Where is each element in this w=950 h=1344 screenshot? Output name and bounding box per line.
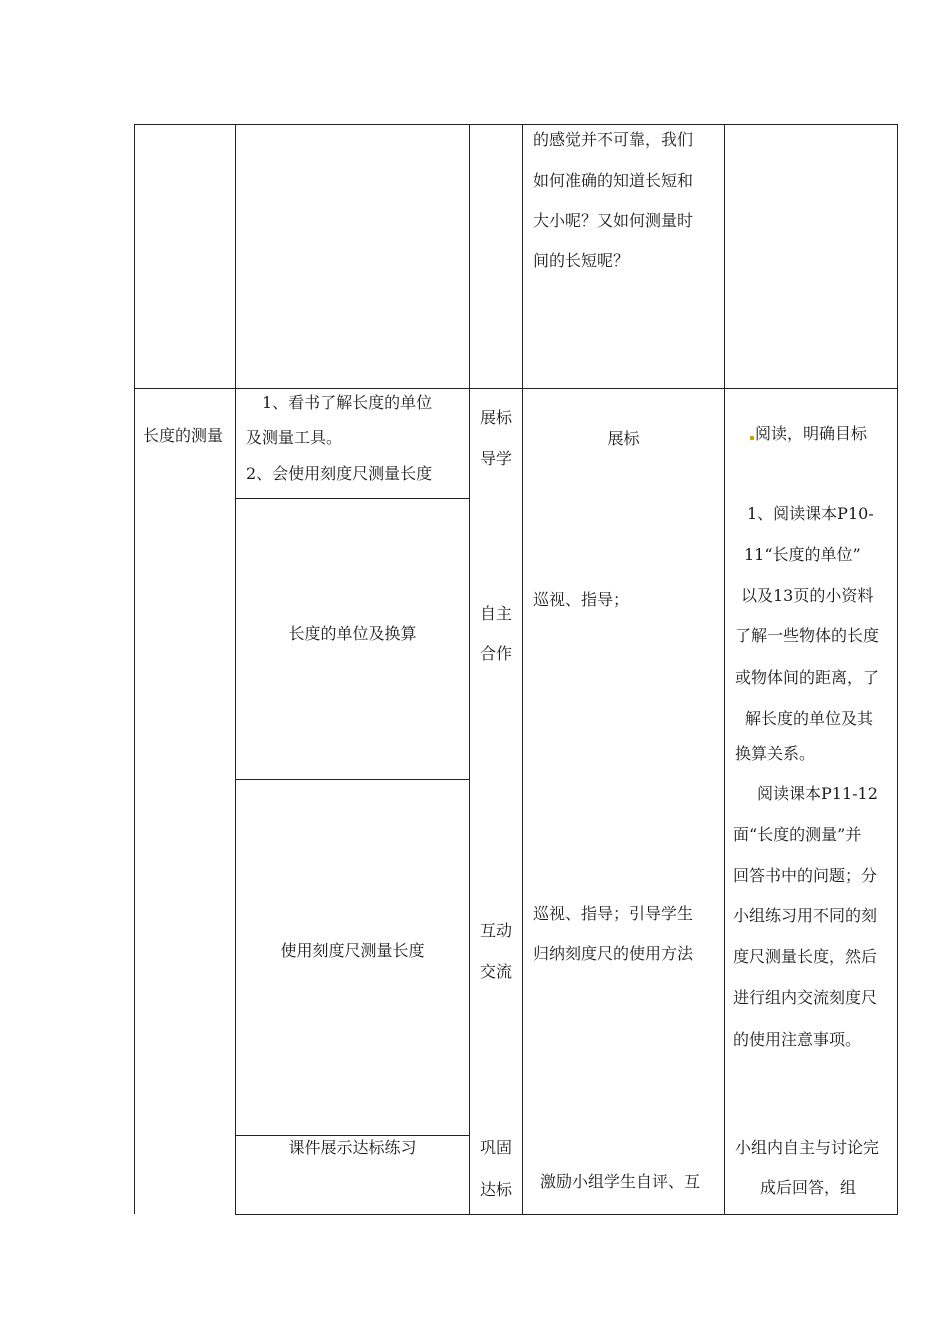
row1-line: 间的长短呢？ (533, 251, 630, 270)
row2-top-border (134, 388, 898, 389)
row1-top-border (134, 124, 898, 125)
teacher-activity: 激励小组学生自评、互 (540, 1172, 701, 1191)
content-unit-conversion: 长度的单位及换算 (288, 624, 417, 643)
topic-cell: 长度的测量 (143, 426, 224, 445)
col1-left-border (134, 124, 135, 1214)
student-activity: 面“长度的测量”并 (733, 825, 862, 844)
student-activity: 阅读课本P11-12 (757, 784, 878, 803)
content-practice: 课件展示达标练习 (288, 1138, 417, 1157)
teacher-activity: 展标 (607, 429, 640, 448)
stage-label: 展标 (480, 408, 513, 427)
student-activity: 以及13页的小资料 (741, 586, 874, 605)
stage-label: 自主 (480, 604, 513, 623)
stage-label: 交流 (480, 962, 513, 981)
teacher-activity: 巡视、指导； (533, 590, 630, 609)
objective-line: 1、看书了解长度的单位 (262, 393, 433, 412)
col5-left-border (724, 124, 725, 1215)
student-activity: 或物体间的距离，了 (735, 668, 880, 687)
row1-line: 如何准确的知道长短和 (533, 171, 694, 190)
stage-label: 合作 (480, 644, 513, 663)
teacher-activity: 归纳刻度尺的使用方法 (533, 944, 694, 963)
teacher-activity: 巡视、指导；引导学生 (533, 904, 694, 923)
student-activity: 小组练习用不同的刻 (733, 906, 878, 925)
student-activity: 阅读，明确目标 (755, 424, 868, 443)
ruler-bottom-border (235, 1135, 469, 1136)
content-ruler-measurement: 使用刻度尺测量长度 (280, 941, 425, 960)
student-activity: 解长度的单位及其 (745, 709, 874, 728)
student-activity: 进行组内交流刻度尺 (733, 988, 878, 1007)
stage-label: 互动 (480, 921, 513, 940)
stage-label: 巩固 (480, 1138, 513, 1157)
student-activity: 的使用注意事项。 (733, 1030, 862, 1049)
col4-left-border (522, 124, 523, 1215)
objective-bottom-border (235, 498, 469, 499)
student-activity: 回答书中的问题；分 (733, 866, 878, 885)
table-bottom-border (235, 1214, 898, 1215)
unit-bottom-border (235, 779, 469, 780)
row1-line: 大小呢？又如何测量时 (533, 211, 694, 230)
student-activity: 11“长度的单位” (744, 545, 861, 564)
student-activity: 换算关系。 (735, 744, 816, 763)
objective-line: 2、会使用刻度尺测量长度 (246, 464, 433, 483)
student-activity: 成后回答，组 (760, 1178, 857, 1197)
table-right-border (897, 124, 898, 1215)
col2-left-border (235, 124, 236, 1215)
stage-label: 导学 (480, 449, 513, 468)
stage-label: 达标 (480, 1180, 513, 1199)
row1-line: 的感觉并不可靠，我们 (533, 130, 694, 149)
col3-left-border (469, 124, 470, 1215)
bullet-marker (750, 436, 754, 440)
student-activity: 1、阅读课本P10- (747, 504, 874, 523)
student-activity: 小组内自主与讨论完 (735, 1138, 880, 1157)
student-activity: 度尺测量长度，然后 (733, 947, 878, 966)
student-activity: 了解一些物体的长度 (735, 626, 880, 645)
objective-line: 及测量工具。 (246, 428, 343, 447)
